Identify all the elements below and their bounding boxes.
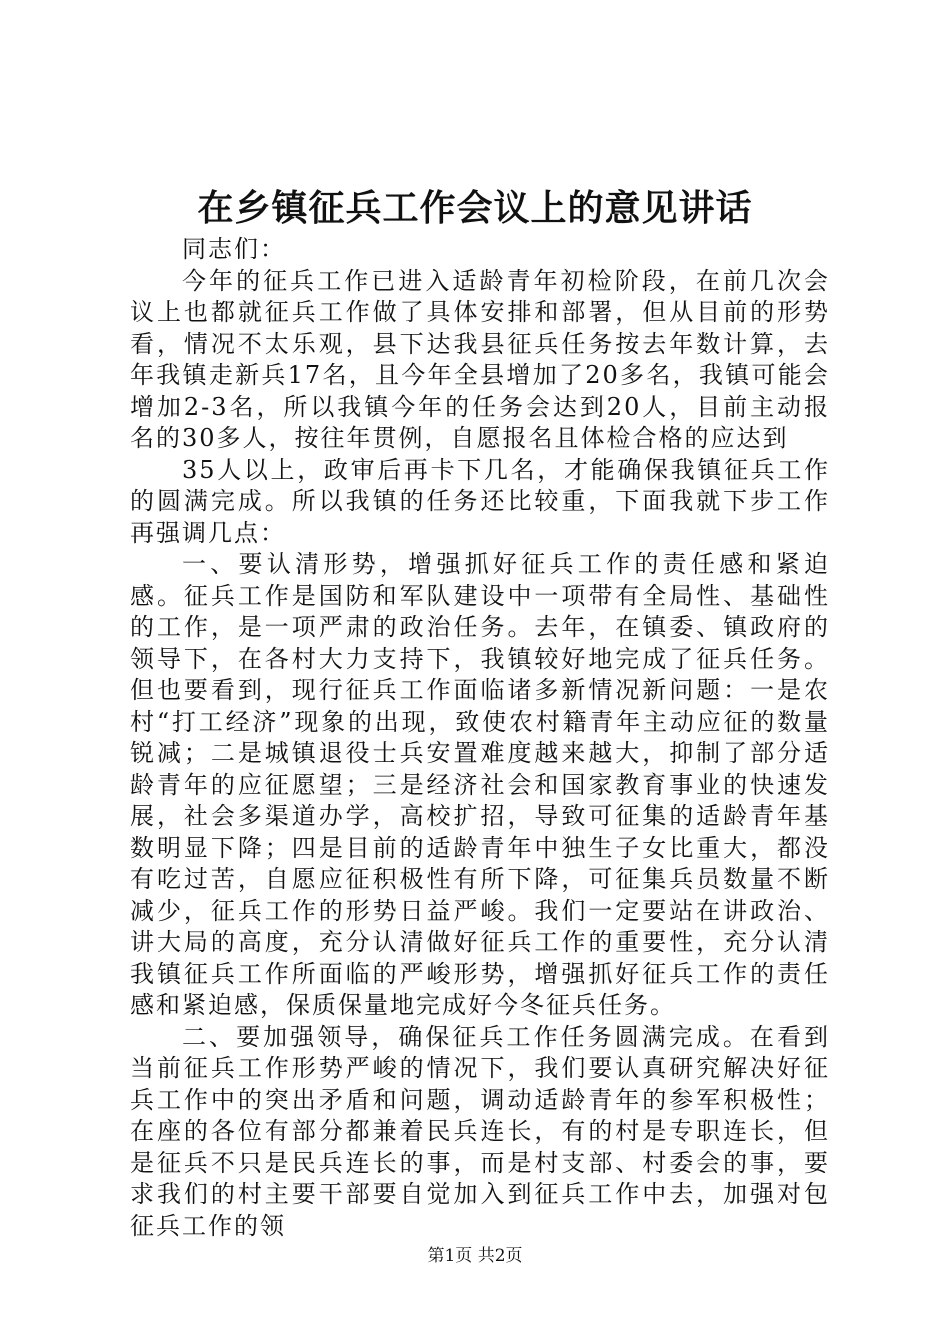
body-paragraph: 今年的征兵工作已进入适龄青年初检阶段，在前几次会议上也都就征兵工作做了具体安排和部署，但从目前的形势看，情况不太乐观，县下达我县征兵任务按去年数计算，去年我镇走新兵17名，且今年全县增加了20多名，我镇可能会增加2-3名，所以我镇今年的任务会达到20人，目前主动报名的30多人，按往年贯例，自愿报名且体检合格的应达到 [130, 266, 830, 452]
salutation-paragraph: 同志们： [182, 235, 286, 263]
body-paragraph: 一、要认清形势，增强抓好征兵工作的责任感和紧迫感。征兵工作是国防和军队建设中一项带有全局性、基础性的工作，是一项严肃的政治任务。去年，在镇委、镇政府的领导下，在各村大力支持下，我镇较好地完成了征兵任务。但也要看到，现行征兵工作面临诸多新情况新问题：一是农村“打工经济”现象的出现，致使农村籍青年主动应征的数量锐减；二是城镇退役士兵安置难度越来越大，抑制了部分适龄青年的应征愿望；三是经济社会和国家教育事业的快速发展，社会多渠道办学，高校扩招，导致可征集的适龄青年基数明显下降；四是目前的适龄青年中独生子女比重大，都没有吃过苦，自愿应征积极性有所下降，可征集兵员数量不断减少，征兵工作的形势日益严峻。我们一定要站在讲政治、讲大局的高度，充分认清做好征兵工作的重要性，充分认清我镇征兵工作所面临的严峻形势，增强抓好征兵工作的责任感和紧迫感，保质保量地完成好今冬征兵任务。 [130, 550, 830, 1019]
body-paragraph: 二、要加强领导，确保征兵工作任务圆满完成。在看到当前征兵工作形势严峻的情况下，我们要认真研究解决好征兵工作中的突出矛盾和问题，调动适龄青年的参军积极性；在座的各位有部分都兼着民兵连长，有的村是专职连长，但是征兵不只是民兵连长的事，而是村支部、村委会的事，要求我们的村主要干部要自觉加入到征兵工作中去，加强对包征兵工作的领 [130, 1022, 830, 1240]
body-paragraph: 35人以上，政审后再卡下几名，才能确保我镇征兵工作的圆满完成。所以我镇的任务还比较重，下面我就下步工作再强调几点： [130, 455, 830, 547]
page-number-footer: 第1页 共2页 [427, 1246, 523, 1266]
document-title: 在乡镇征兵工作会议上的意见讲话 [197, 187, 753, 229]
document-body [130, 234, 830, 1242]
